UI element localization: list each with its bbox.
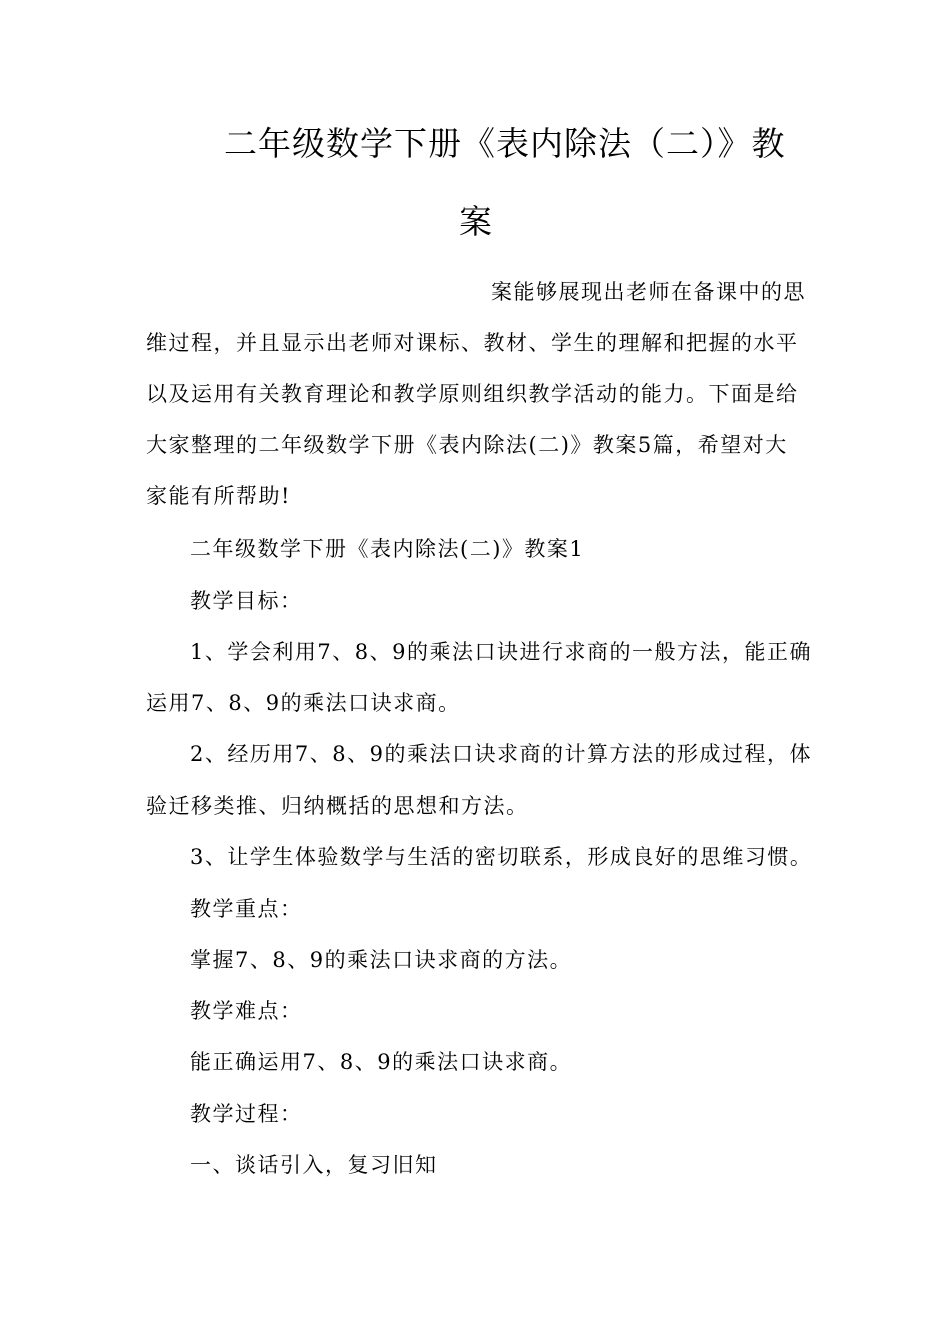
intro-line-5: 家能有所帮助! xyxy=(146,484,291,508)
intro-line-1: 案能够展现出老师在备课中的思 xyxy=(491,280,806,304)
goals-label: 教学目标： xyxy=(190,589,303,613)
goal-1-line-1: 1、学会利用7、8、9的乘法口诀进行求商的一般方法，能正确 xyxy=(190,640,812,664)
intro-line-2: 维过程，并且显示出老师对课标、教材、学生的理解和把握的水平 xyxy=(146,331,799,355)
key-points-label: 教学重点： xyxy=(190,897,303,921)
key-points-text: 掌握7、8、9的乘法口诀求商的方法。 xyxy=(190,948,573,972)
goal-2-line-1: 2、经历用7、8、9的乘法口诀求商的计算方法的形成过程，体 xyxy=(190,742,812,766)
difficulty-label: 教学难点： xyxy=(190,999,303,1023)
goal-3: 3、让学生体验数学与生活的密切联系，形成良好的思维习惯。 xyxy=(190,845,813,869)
document-title-line-2: 案 xyxy=(459,202,493,241)
process-step-1: 一、谈话引入，复习旧知 xyxy=(190,1153,438,1177)
intro-line-4: 大家整理的二年级数学下册《表内除法(二)》教案5篇，希望对大 xyxy=(146,433,788,457)
goal-2-line-2: 验迁移类推、归纳概括的思想和方法。 xyxy=(146,794,529,818)
difficulty-text: 能正确运用7、8、9的乘法口诀求商。 xyxy=(190,1050,573,1074)
process-label: 教学过程： xyxy=(190,1102,303,1126)
goal-1-line-2: 运用7、8、9的乘法口诀求商。 xyxy=(146,691,461,715)
document-title-line-1: 二年级数学下册《表内除法（二）》教 xyxy=(224,124,786,163)
section-heading: 二年级数学下册《表内除法(二)》教案1 xyxy=(190,537,585,561)
intro-line-3: 以及运用有关教育理论和教学原则组织教学活动的能力。下面是给 xyxy=(146,382,799,406)
